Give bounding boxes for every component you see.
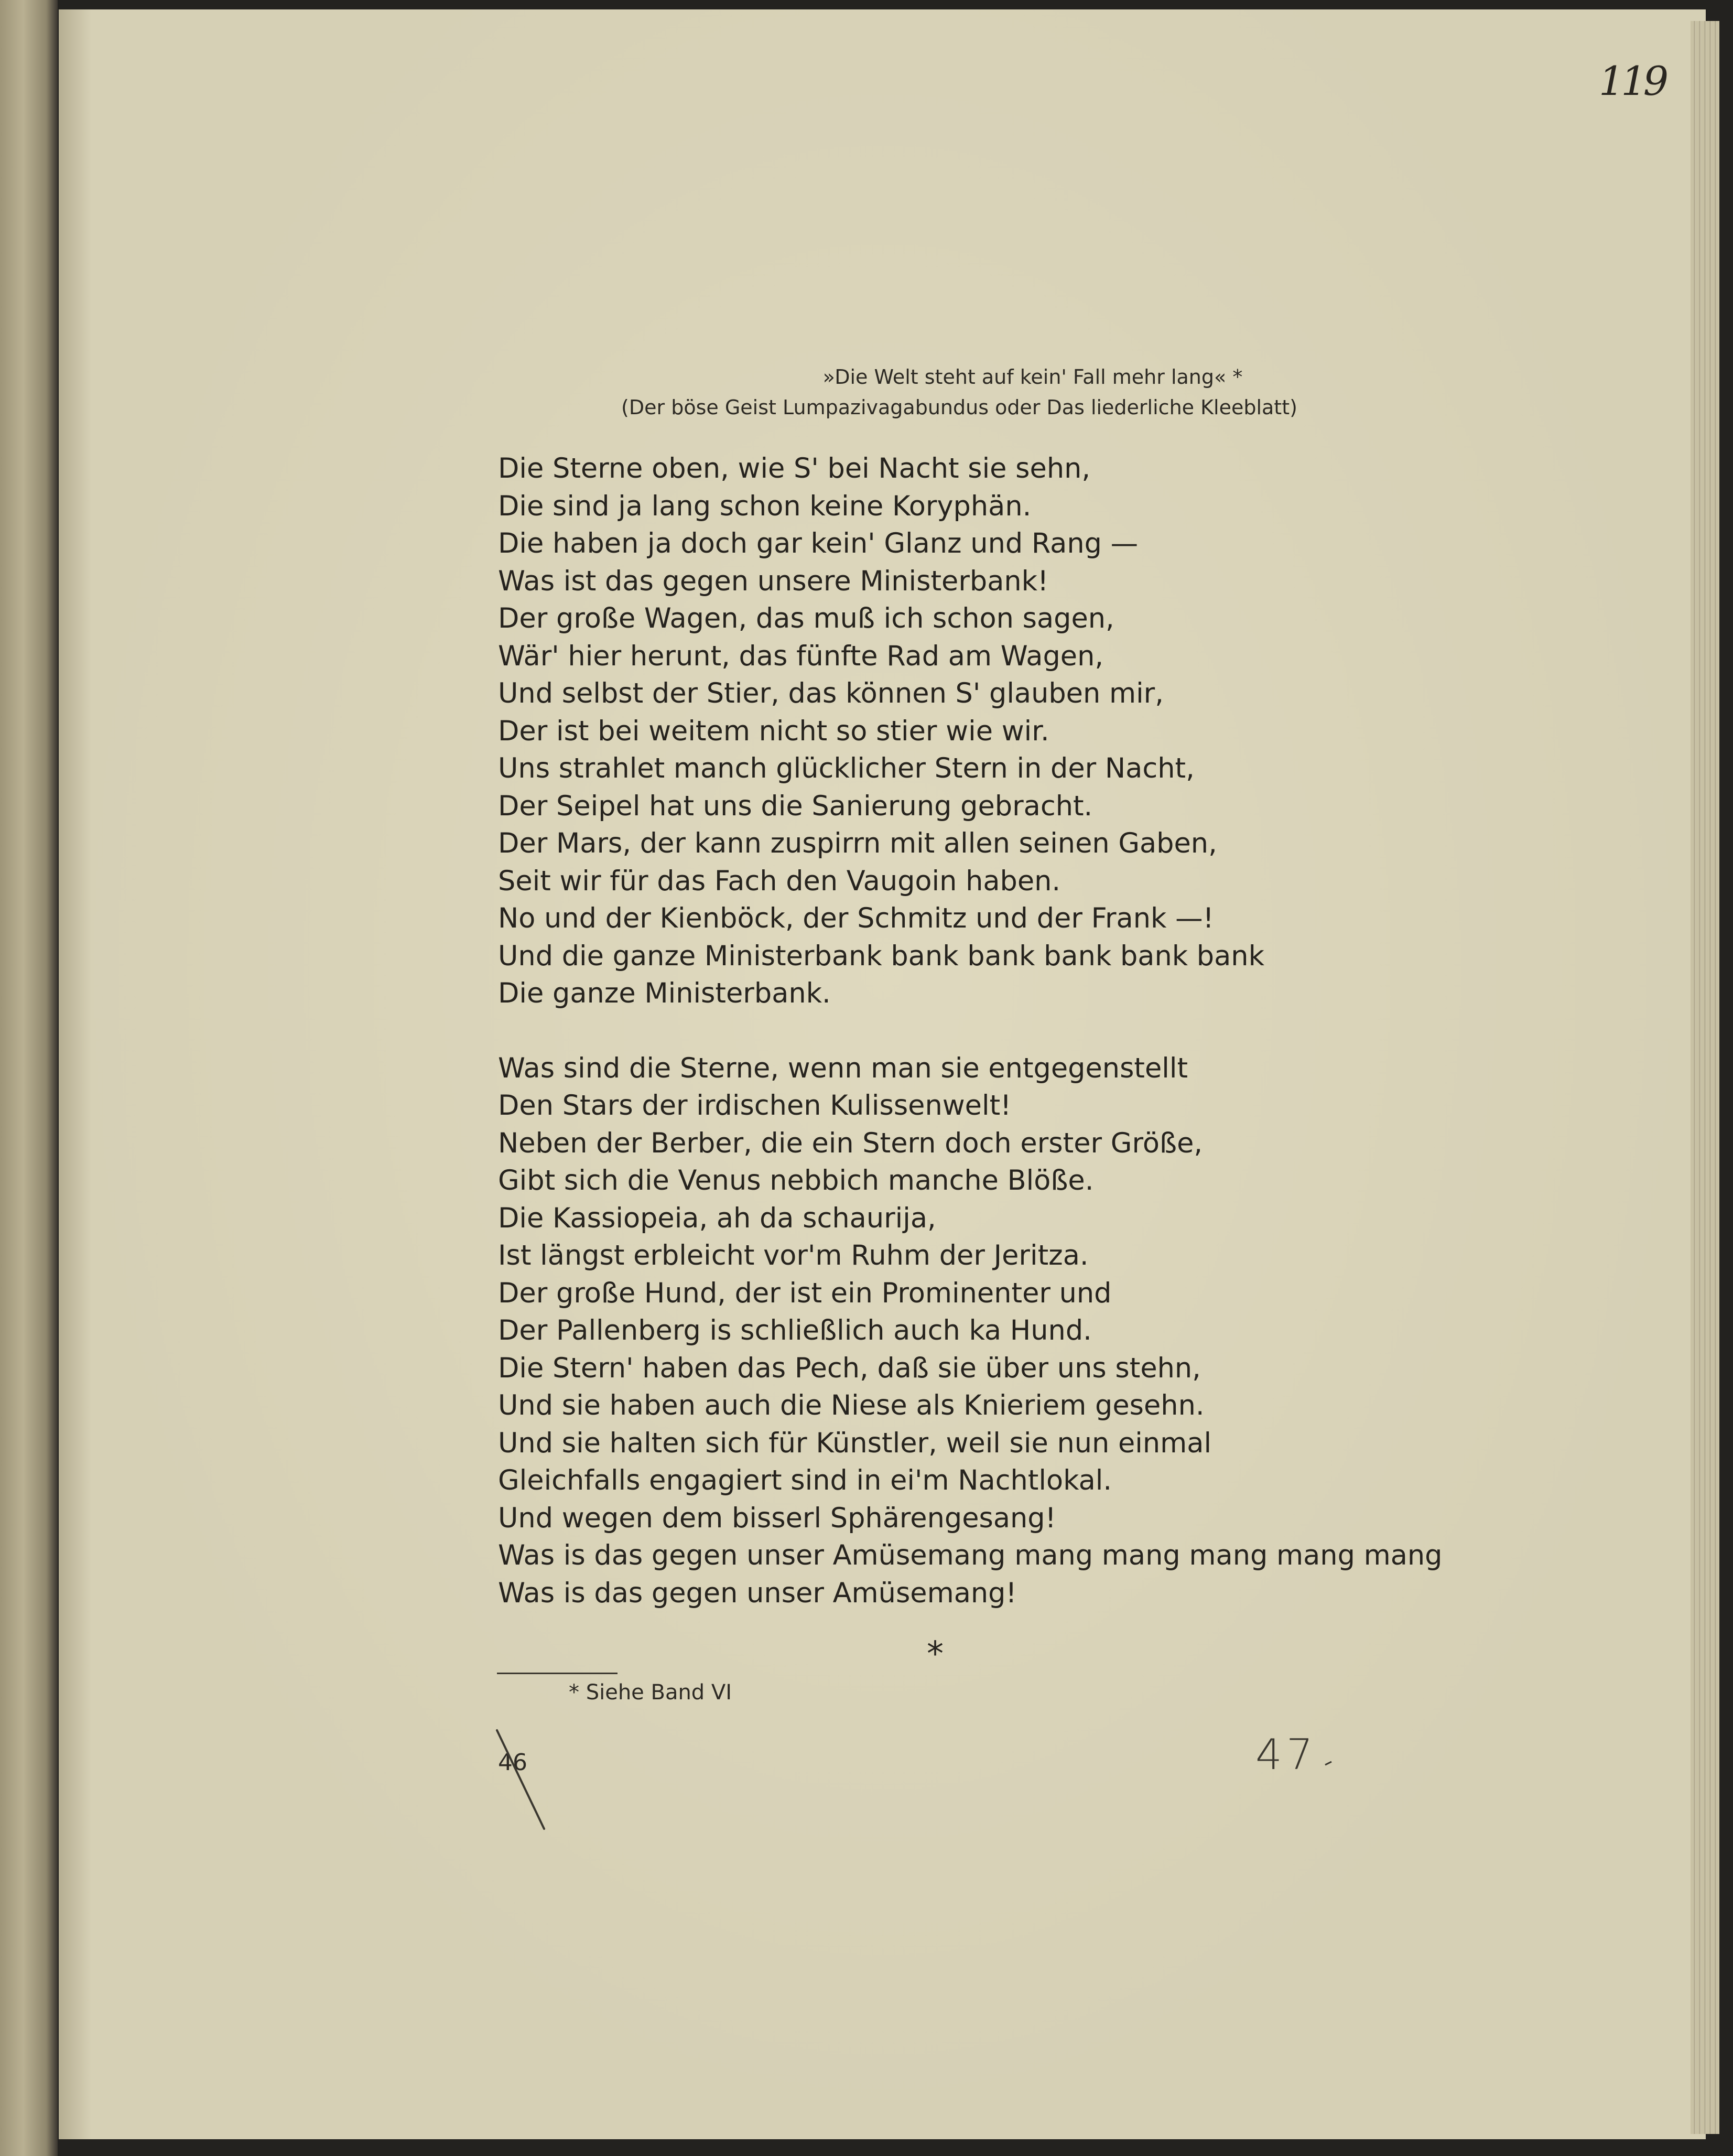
verse-line: Die ganze Ministerbank.	[498, 977, 831, 1009]
verse-line: Gleichfalls engagiert sind in ei'm Nachtlokal.	[498, 1464, 1112, 1496]
stanza-2	[498, 1050, 1443, 1612]
verse-line: Was sind die Sterne, wenn man sie entgegenstellt	[498, 1052, 1188, 1084]
verse-line: Und selbst der Stier, das können S' glauben mir,	[498, 677, 1164, 709]
verse-line: Neben der Berber, die ein Stern doch erster Größe,	[498, 1127, 1203, 1159]
verse-line: Was ist das gegen unsere Ministerbank!	[498, 565, 1049, 597]
verse-line: No und der Kienböck, der Schmitz und der Frank —!	[498, 902, 1214, 934]
verse-line: Der Mars, der kann zuspirrn mit allen seinen Gaben,	[498, 827, 1217, 859]
stanza-gap	[498, 1012, 1443, 1050]
verse-line: Der Seipel hat uns die Sanierung gebracht.	[498, 790, 1093, 822]
footnote-rule	[497, 1673, 618, 1674]
verse-line: Der ist bei weitem nicht so stier wie wir.	[498, 715, 1049, 747]
section-asterisk: *	[927, 1635, 944, 1674]
stanza-1	[498, 450, 1443, 1012]
footnote: * Siehe Band VI	[569, 1680, 732, 1705]
facing-page-edge	[0, 0, 58, 2156]
verse-line: Und die ganze Ministerbank bank bank bank bank bank	[498, 940, 1264, 972]
verse-line: Die haben ja doch gar kein' Glanz und Rang —	[498, 527, 1139, 559]
verse-line: Gibt sich die Venus nebbich manche Blöße.	[498, 1165, 1094, 1196]
verse-line: Und sie haben auch die Niese als Knieriem gesehn.	[498, 1389, 1205, 1421]
poem-body	[498, 450, 1443, 1612]
verse-line: Die Kassiopeia, ah da schaurija,	[498, 1202, 936, 1234]
verse-line: Ist längst erbleicht vor'm Ruhm der Jeritza.	[498, 1239, 1089, 1271]
verse-line: Die sind ja lang schon keine Koryphän.	[498, 490, 1032, 522]
verse-line: Was is das gegen unser Amüsemang!	[498, 1577, 1017, 1609]
poem-subtitle: (Der böse Geist Lumpazivagabundus oder Das liederliche Kleeblatt)	[621, 396, 1297, 419]
verse-line: Der große Hund, der ist ein Prominenter und	[498, 1277, 1112, 1309]
page-stack-edges	[1691, 21, 1719, 2134]
verse-line: Wär' hier herunt, das fünfte Rad am Wagen,	[498, 640, 1104, 672]
verse-line: Den Stars der irdischen Kulissenwelt!	[498, 1090, 1012, 1122]
verse-line: Was is das gegen unser Amüsemang mang mang mang mang mang	[498, 1539, 1443, 1571]
verse-line: Der große Wagen, das muß ich schon sagen,	[498, 602, 1114, 634]
handwritten-page-number: 47	[1255, 1730, 1317, 1779]
verse-line: Der Pallenberg is schließlich auch ka Hund.	[498, 1314, 1092, 1346]
verse-line: Die Sterne oben, wie S' bei Nacht sie sehn,	[498, 452, 1091, 484]
printed-page-number: 46	[498, 1749, 527, 1776]
verse-line: Die Stern' haben das Pech, daß sie über uns stehn,	[498, 1352, 1201, 1384]
verse-line: Und sie halten sich für Künstler, weil sie nun einmal	[498, 1427, 1212, 1459]
poem-heading	[545, 362, 1373, 423]
verse-line: Und wegen dem bisserl Sphärengesang!	[498, 1502, 1056, 1534]
verse-line: Seit wir für das Fach den Vaugoin haben.	[498, 865, 1061, 897]
verse-line: Uns strahlet manch glücklicher Stern in der Nacht,	[498, 752, 1195, 784]
poem-title: »Die Welt steht auf kein' Fall mehr lang« *	[822, 365, 1243, 389]
folio-number: 119	[1599, 58, 1666, 104]
